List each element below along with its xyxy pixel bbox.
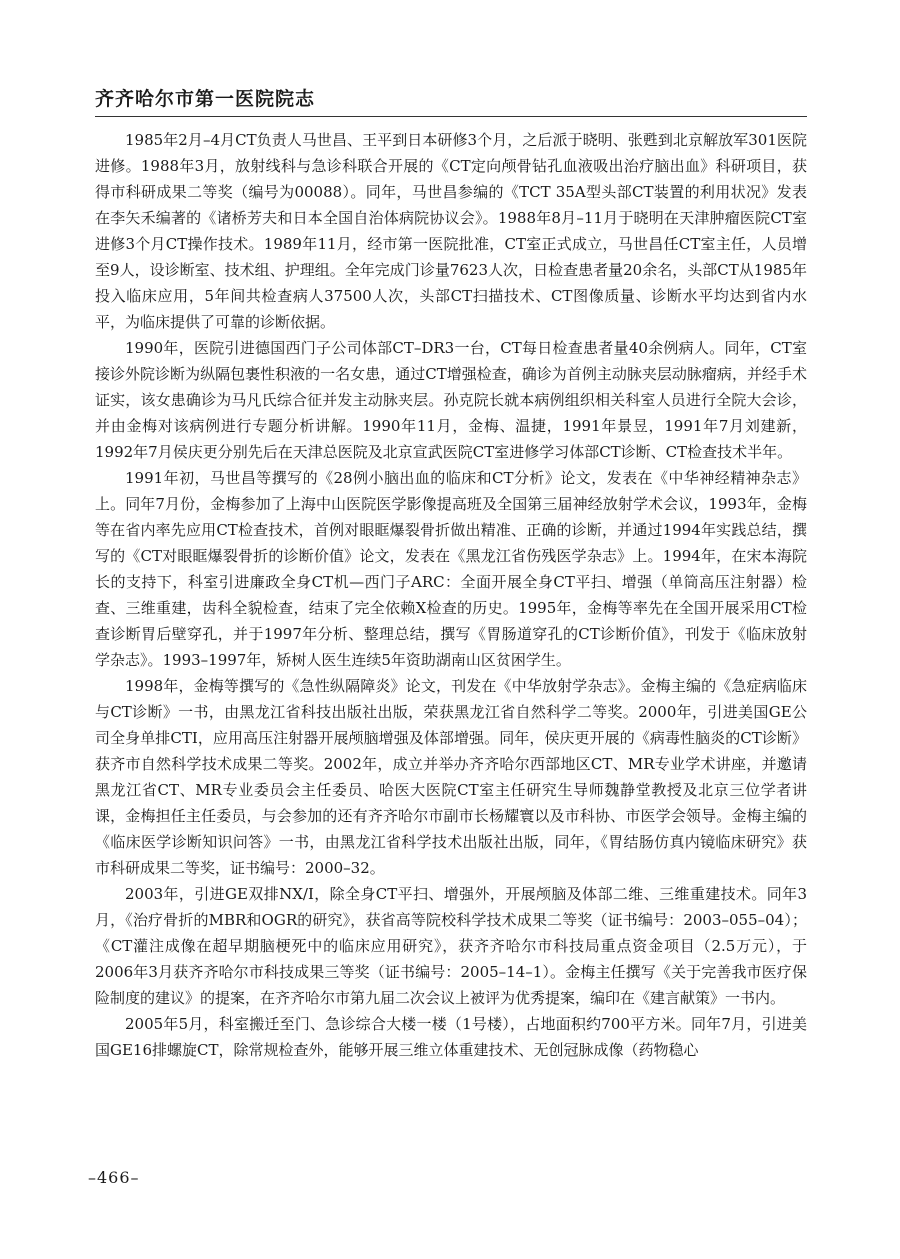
paragraph: 1990年，医院引进德国西门子公司体部CT–DR3一台，CT每日检查患者量40余例病人。同年，CT室接诊外院诊断为纵隔包裹性积液的一名女患，通过CT增强检查，确诊为首例主动脉夹层动脉瘤病，并经手术证实，该女患确诊为马凡氏综合征并发主动脉夹层。孙克院长就本病例组织相关科室人员进行全院大会诊，并由金梅对该病例进行专题分析讲解。1990年11月，金梅、温捷，1991年景昱，1991年7月刘建新，1992年7月侯庆更分别先后在天津总医院及北京宣武医院CT室进修学习体部CT诊断、CT检查技术半年。 xyxy=(95,339,807,461)
page-number: –466– xyxy=(88,1168,140,1187)
paragraph: 2003年，引进GE双排NX/I，除全身CT平扫、增强外，开展颅脑及体部二维、三维重建技术。同年3月，《治疗骨折的MBR和OGR的研究》，获省高等院校科学技术成果二等奖（证书编号：2003–055–04）；《CT灌注成像在超早期脑梗死中的临床应用研究》，获齐齐哈尔市科技局重点资金项目（2.5万元），于2006年3月获齐齐哈尔市科技成果三等奖（证书编号：2005–14–1）。金梅主任撰写《关于完善我市医疗保险制度的建议》的提案，在齐齐哈尔市第九届二次会议上被评为优秀提案，编印在《建言献策》一书内。 xyxy=(95,885,807,1007)
body-text xyxy=(95,127,807,1063)
paragraph: 1985年2月–4月CT负责人马世昌、王平到日本研修3个月，之后派于晓明、张甦到北京解放军301医院进修。1988年3月，放射线科与急诊科联合开展的《CT定向颅骨钻孔血液吸出治疗脑出血》科研项目，获得市科研成果二等奖（编号为00088）。同年，马世昌参编的《TCT 35A型头部CT装置的利用状况》发表在李矢禾编著的《诸桥芳夫和日本全国自治体病院协议会》。1988年8月–11月于晓明在天津肿瘤医院CT室进修3个月CT操作技术。1989年11月，经市第一医院批准，CT室正式成立，马世昌任CT室主任，人员增至9人，设诊断室、技术组、护理组。全年完成门诊量7623人次，日检查患者量20余名，头部CT从1985年投入临床应用，5年间共检查病人37500人次，头部CT扫描技术、CT图像质量、诊断水平均达到省内水平，为临床提供了可靠的诊断依据。 xyxy=(95,131,807,331)
paragraph: 2005年5月，科室搬迁至门、急诊综合大楼一楼（1号楼），占地面积约700平方米。同年7月，引进美国GE16排螺旋CT，除常规检查外，能够开展三维立体重建技术、无创冠脉成像（药物稳心 xyxy=(95,1015,807,1059)
paragraph: 1998年，金梅等撰写的《急性纵隔障炎》论文，刊发在《中华放射学杂志》。金梅主编的《急症病临床与CT诊断》一书，由黑龙江省科技出版社出版，荣获黑龙江省自然科学二等奖。2000年，引进美国GE公司全身单排CTI，应用高压注射器开展颅脑增强及体部增强。同年，侯庆更开展的《病毒性脑炎的CT诊断》获齐市自然科学技术成果二等奖。2002年，成立并举办齐齐哈尔西部地区CT、MR专业学术讲座，并邀请黑龙江省CT、MR专业委员会主任委员、哈医大医院CT室主任研究生导师魏静堂教授及北京三位学者讲课，金梅担任主任委员，与会参加的还有齐齐哈尔市副市长杨耀寰以及市科协、市医学会领导。金梅主编的《临床医学诊断知识问答》一书，由黑龙江省科学技术出版社出版，同年，《胃结肠仿真内镜临床研究》获市科研成果二等奖，证书编号：2000–32。 xyxy=(95,677,807,877)
running-header-title: 齐齐哈尔市第一医院院志 xyxy=(95,88,316,110)
paragraph: 1991年初，马世昌等撰写的《28例小脑出血的临床和CT分析》论文，发表在《中华神经精神杂志》上。同年7月份，金梅参加了上海中山医院医学影像提高班及全国第三届神经放射学术会议，1993年，金梅等在省内率先应用CT检查技术，首例对眼眶爆裂骨折做出精准、正确的诊断，并通过1994年实践总结，撰写的《CT对眼眶爆裂骨折的诊断价值》论文，发表在《黑龙江省伤残医学杂志》上。1994年，在宋本海院长的支持下，科室引进廉政全身CT机—西门子ARC：全面开展全身CT平扫、增强（单筒高压注射器）检查、三维重建，齿科全貌检查，结束了完全依赖X检查的历史。1995年，金梅等率先在全国开展采用CT检查诊断胃后壁穿孔，并于1997年分析、整理总结，撰写《胃肠道穿孔的CT诊断价值》，刊发于《临床放射学杂志》。1993–1997年，矫树人医生连续5年资助湖南山区贫困学生。 xyxy=(95,469,807,669)
header-rule xyxy=(95,116,807,117)
